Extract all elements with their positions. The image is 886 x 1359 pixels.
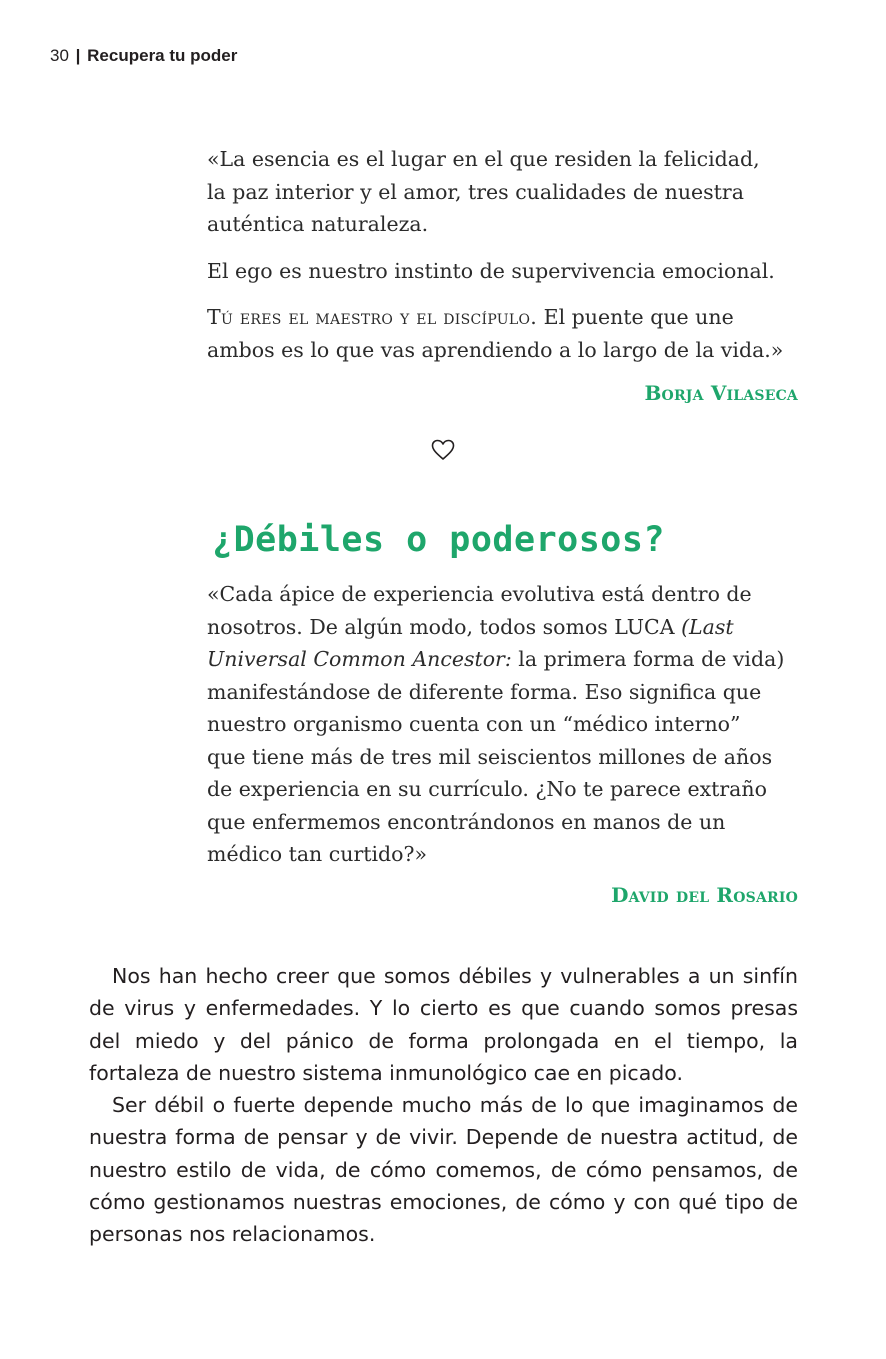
quote1-para3-line2: ambos es lo que vas aprendiendo a lo largo de la vida.» [207,337,784,362]
heart-outline-icon [431,438,455,462]
body-paragraph-1: Nos han hecho creer que somos débiles y vulnerables a un sinfín de virus y enfermedades. Y lo cierto es que cuando somos presas del miedo y del pánico de forma prolongada en el tiempo, la fortaleza de nuestro sistema inmunológico cae en picado. [89,964,798,1085]
quote2-line: de experiencia en su currículo. ¿No te parece extraño [207,777,767,801]
quote2-line: «Cada ápice de experiencia evolutiva está dentro de [207,582,752,606]
quote2-italic: Universal Common Ancestor: [207,647,512,671]
quote1-line: auténtica naturaleza. [207,212,429,236]
header-separator: | [75,46,81,65]
quote2-line: la primera forma de vida) [511,647,785,671]
quote2-italic: (Last [681,614,734,639]
body-paragraph-2: Ser débil o fuerte depende mucho más de lo que imaginamos de nuestra forma de pensar y de vivir. Depende de nuestra actitud, de nuestro estilo de vida, de cómo comemos, de cómo pensamos, de cómo gestionamos nuestras emociones, de cómo y con qué tipo de personas nos relacionamos. [89,1093,798,1247]
epigraph-quote-1 [207,143,807,380]
quote2-line: nuestro organismo cuenta con un “médico interno” [207,712,741,736]
quote2-line: que enfermemos encontrándonos en manos de un [207,809,726,834]
quote2-paragraph [207,578,807,871]
quote1-smallcaps: Tú eres el maestro y el discípulo. [207,305,538,329]
quote2-author: David del Rosario [611,883,798,907]
quote2-line: médico tan curtido?» [207,842,428,866]
page-number: 30 [50,46,69,65]
quote2-line: manifestándose de diferente forma. Eso significa que [207,679,762,704]
quote1-paragraph-2: El ego es nuestro instinto de supervivencia emocional. [207,258,775,283]
quote1-paragraph-3 [207,301,807,366]
book-title: Recupera tu poder [87,46,238,65]
quote2-line: que tiene más de tres mil seiscientos millones de años [207,744,773,769]
running-header [50,46,237,66]
quote1-para3-rest: El puente que une [537,305,734,329]
quote2-line: nosotros. De algún modo, todos somos LUCA [207,614,682,639]
quote1-line: «La esencia es el lugar en el que residen la felicidad, [207,147,760,171]
quote1-line: la paz interior y el amor, tres cualidades de nuestra [207,179,744,204]
quote1-author: Borja Vilaseca [644,381,798,405]
section-heading: ¿Débiles o poderosos? [212,520,666,560]
body-text [89,960,798,1251]
quote1-paragraph-1 [207,143,807,241]
epigraph-quote-2 [207,578,807,885]
